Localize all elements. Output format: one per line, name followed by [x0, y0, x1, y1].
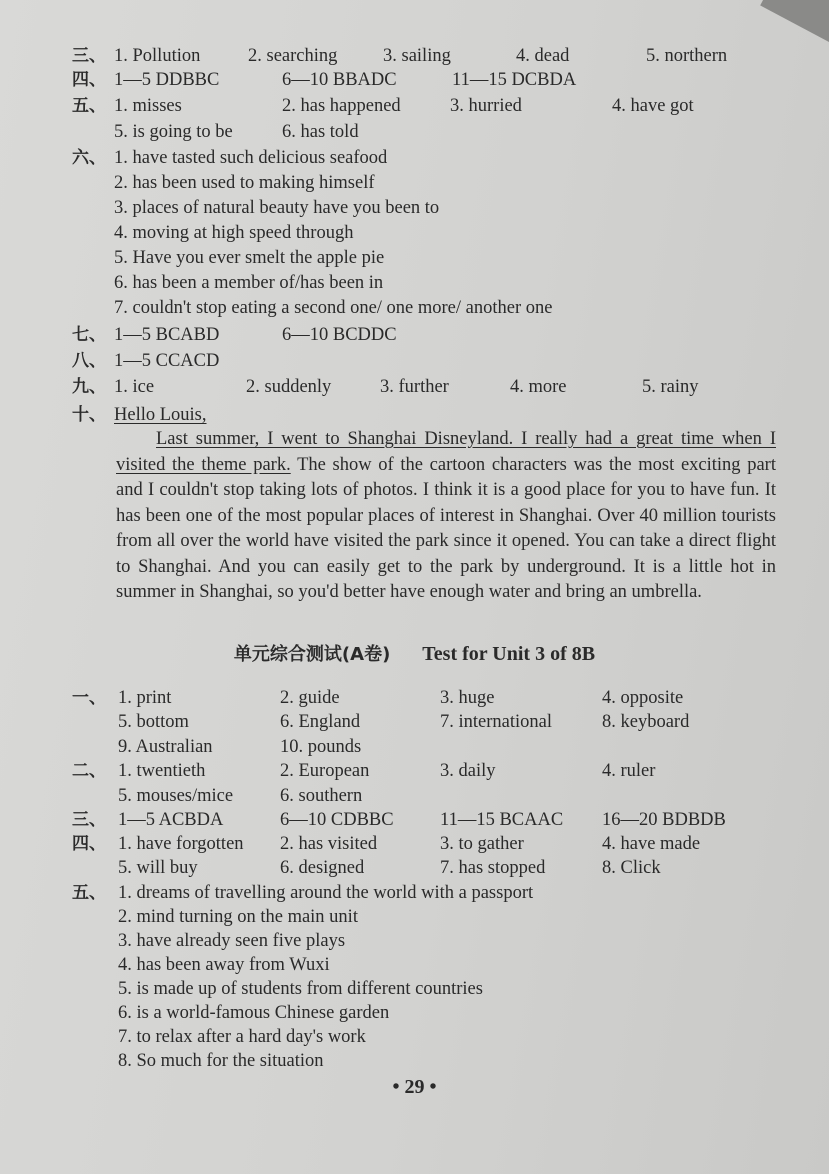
p2-section-4-line — [0, 832, 829, 856]
answer: 1. print — [118, 688, 172, 708]
letter-text: The show of the cartoon characters was the most exciting part and I couldn't stop taking lots of photos. I think it is a good place for you to have fun. It has been one of the most popular places of interest in Shanghai. Over 40 million tourists from all over the world have visited the park since it opened. You can take a direct flight to Shanghai. And you can easily get to the park by underground. It is a little hot in summer in Shanghai, so you'd better have enough water and bring an umbrella. — [116, 454, 776, 602]
answer: 5. bottom — [118, 712, 189, 732]
answer: 1—5 DDBBC — [114, 70, 220, 90]
answer: 2. has happened — [282, 96, 401, 116]
p2-section-5-line — [0, 881, 829, 905]
answer: 5. will buy — [118, 858, 198, 878]
answer: 9. Australian — [118, 737, 213, 757]
section-number: 四、 — [72, 70, 106, 90]
answer: 5. is going to be — [114, 122, 233, 142]
answer: 4. have got — [612, 96, 694, 116]
section-number: 五、 — [72, 883, 106, 903]
section-6-item — [0, 196, 829, 220]
section-5-line-2 — [0, 120, 829, 144]
section-number: 七、 — [72, 325, 106, 345]
letter-body — [116, 427, 776, 606]
p2-section-1-line — [0, 686, 829, 710]
p2-section-5-item — [0, 1025, 829, 1049]
p2-section-5-item — [0, 977, 829, 1001]
answer: 1—5 BCABD — [114, 325, 220, 345]
page-corner-shadow — [760, 0, 829, 48]
answer: 2. suddenly — [246, 377, 332, 397]
section-number: 十、 — [72, 405, 106, 425]
answer: 3. to gather — [440, 834, 524, 854]
answer: 11—15 BCAAC — [440, 810, 564, 830]
answer: 1. Pollution — [114, 46, 201, 66]
answer: 3. have already seen five plays — [118, 931, 346, 951]
section-8-line — [0, 349, 829, 373]
page-number: • 29 • — [392, 1076, 437, 1098]
answer: 6. southern — [280, 786, 363, 806]
answer: 1. ice — [114, 377, 155, 397]
answer: 7. to relax after a hard day's work — [118, 1027, 366, 1047]
section-number: 二、 — [72, 761, 106, 781]
section-10-line — [0, 403, 829, 427]
unit-title-en: Test for Unit 3 of 8B — [422, 643, 596, 665]
answer: 4. has been away from Wuxi — [118, 955, 330, 975]
answer: 5. northern — [646, 46, 728, 66]
p2-section-4-line-2 — [0, 856, 829, 880]
section-6-item — [0, 246, 829, 270]
section-6-item — [0, 171, 829, 195]
answer: 5. is made up of students from different countries — [118, 979, 483, 999]
answer: 4. moving at high speed through — [114, 223, 354, 243]
answer: 2. guide — [280, 688, 340, 708]
answer: 6. designed — [280, 858, 365, 878]
p2-section-5-item — [0, 953, 829, 977]
answer: 3. sailing — [383, 46, 451, 66]
section-number: 三、 — [72, 46, 106, 66]
answer: 6—10 CDBBC — [280, 810, 394, 830]
answer: 2. has been used to making himself — [114, 173, 375, 193]
answer: 4. have made — [602, 834, 701, 854]
answer: 7. couldn't stop eating a second one/ one more/ another one — [114, 298, 553, 318]
answer: 7. has stopped — [440, 858, 546, 878]
answer: 11—15 DCBDA — [452, 70, 577, 90]
section-6-line — [0, 146, 829, 170]
answer: 6—10 BCDDC — [282, 325, 397, 345]
answer: 6. has told — [282, 122, 359, 142]
answer: 4. more — [510, 377, 567, 397]
unit-title-cn: 单元综合测试(A卷) — [233, 644, 391, 665]
answer: 8. So much for the situation — [118, 1051, 324, 1071]
answer: 8. Click — [602, 858, 661, 878]
answer: 3. further — [380, 377, 449, 397]
section-6-item — [0, 271, 829, 295]
answer: 4. opposite — [602, 688, 684, 708]
section-number: 九、 — [72, 377, 106, 397]
answer: 5. mouses/mice — [118, 786, 234, 806]
section-number: 八、 — [72, 351, 106, 371]
answer: 2. mind turning on the main unit — [118, 907, 358, 927]
p2-section-1-line-3 — [0, 735, 829, 759]
answer: 8. keyboard — [602, 712, 690, 732]
p2-section-5-item — [0, 1049, 829, 1073]
p2-section-2-line — [0, 759, 829, 783]
answer: 4. dead — [516, 46, 570, 66]
answer: 7. international — [440, 712, 552, 732]
section-number: 三、 — [72, 810, 106, 830]
p2-section-5-item — [0, 1001, 829, 1025]
p2-section-3-line — [0, 808, 829, 832]
answer: 3. places of natural beauty have you been to — [114, 198, 440, 218]
answer: 2. European — [280, 761, 370, 781]
answer: 6. England — [280, 712, 361, 732]
answer: 3. huge — [440, 688, 495, 708]
answer: 2. has visited — [280, 834, 378, 854]
section-5-line — [0, 94, 829, 118]
answer: 1. dreams of travelling around the world with a passport — [118, 883, 534, 903]
answer: 1. have forgotten — [118, 834, 244, 854]
answer: 6. has been a member of/has been in — [114, 273, 384, 293]
answer: 3. daily — [440, 761, 496, 781]
answer: 6—10 BBADC — [282, 70, 397, 90]
answer: 2. searching — [248, 46, 338, 66]
answer: 1—5 ACBDA — [118, 810, 224, 830]
section-3-line — [0, 44, 829, 68]
answer: 1. have tasted such delicious seafood — [114, 148, 388, 168]
section-9-line — [0, 375, 829, 399]
answer: 1. twentieth — [118, 761, 206, 781]
answer: 16—20 BDBDB — [602, 810, 726, 830]
section-number: 四、 — [72, 834, 106, 854]
section-7-line — [0, 323, 829, 347]
section-number: 一、 — [72, 688, 106, 708]
answer: 5. rainy — [642, 377, 699, 397]
p2-section-5-item — [0, 929, 829, 953]
answer: 6. is a world-famous Chinese garden — [118, 1003, 390, 1023]
letter-greeting: Hello Louis, — [114, 405, 207, 425]
section-4-line — [0, 68, 829, 92]
answer: 10. pounds — [280, 737, 362, 757]
section-6-item — [0, 221, 829, 245]
section-6-item — [0, 296, 829, 320]
letter-underlined-sentence: Last summer, I went to Shanghai Disneyland. I really had a great time when I visited the theme park. — [116, 429, 776, 475]
unit-title — [0, 640, 829, 669]
answer: 1—5 CCACD — [114, 351, 220, 371]
p2-section-5-item — [0, 905, 829, 929]
p2-section-2-line-2 — [0, 784, 829, 808]
section-number: 五、 — [72, 96, 106, 116]
section-number: 六、 — [72, 148, 106, 168]
answer: 1. misses — [114, 96, 182, 116]
answer: 4. ruler — [602, 761, 656, 781]
answer: 3. hurried — [450, 96, 522, 116]
answer: 5. Have you ever smelt the apple pie — [114, 248, 385, 268]
p2-section-1-line-2 — [0, 710, 829, 734]
